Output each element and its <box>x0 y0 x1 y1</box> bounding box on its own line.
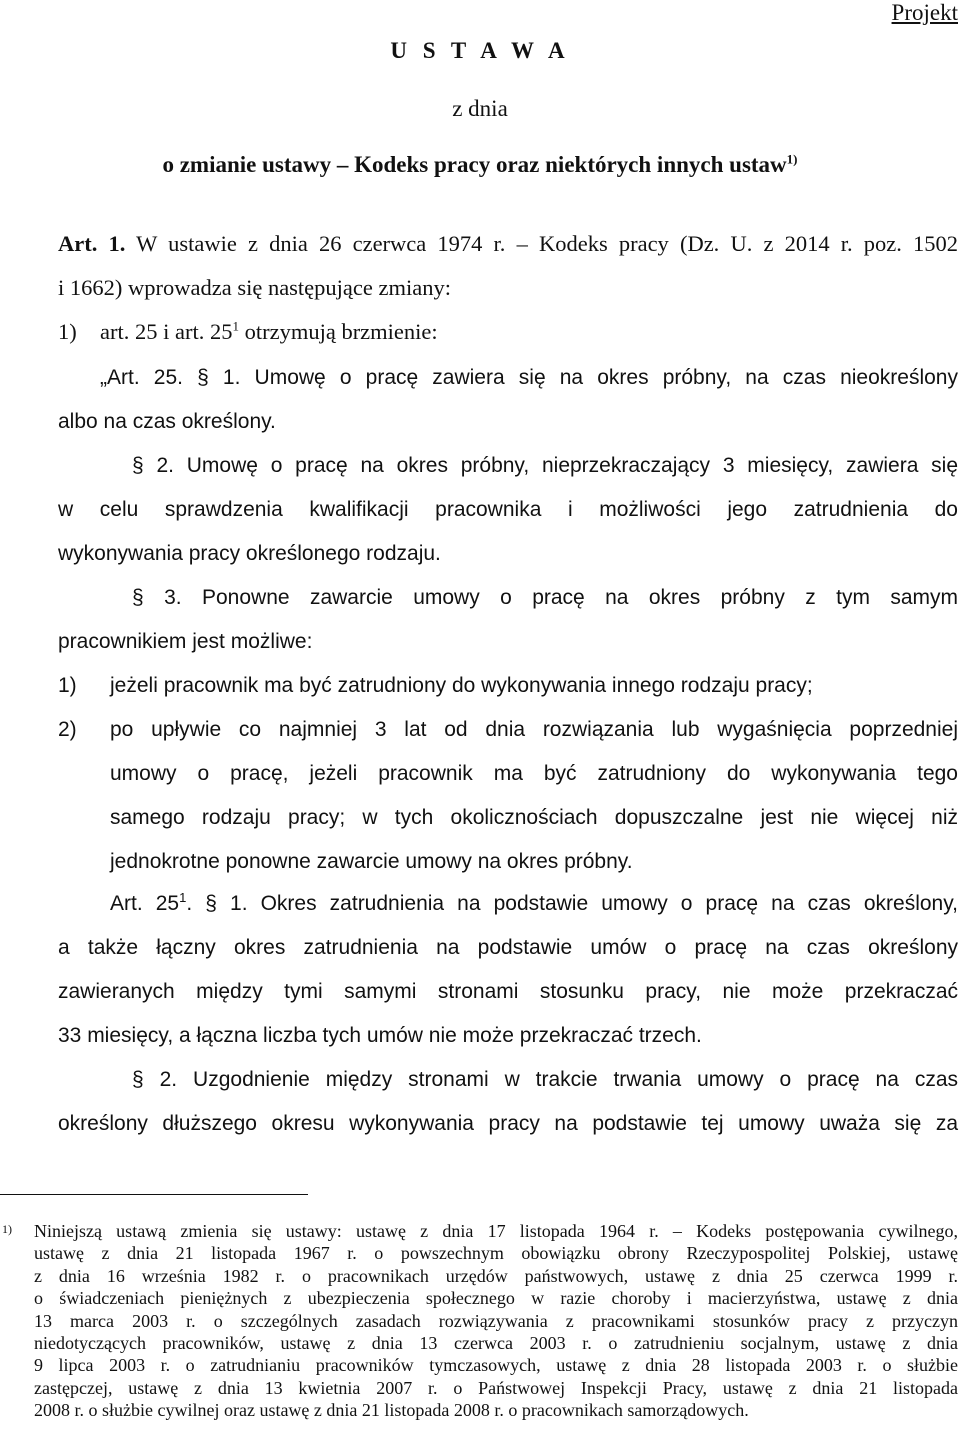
point-1-text-before: art. 25 i art. 25 <box>100 319 233 344</box>
subject-footnote-ref[interactable]: 1) <box>786 151 798 167</box>
projekt-label: Projekt <box>891 0 958 25</box>
footnote <box>0 1220 960 1422</box>
art-25-p3-lead: § 3. <box>132 586 182 609</box>
art-25-1-p2-lead: § 2. <box>132 1068 178 1091</box>
art-25-item-2-line: po upływie co najmniej 3 lat od dnia rozwiązania lub wygaśnięcia poprzedniej <box>110 718 958 741</box>
footnote-separator <box>0 1194 308 1195</box>
subject-text: o zmianie ustawy – Kodeks pracy oraz niektórych innych ustaw <box>162 152 787 177</box>
art-25-item-2-line: umowy o pracę, jeżeli pracownik ma być zatrudniony do wykonywania tego <box>110 762 958 785</box>
art-25-1-p1-lead: § 1. <box>205 892 248 915</box>
footnote-text <box>34 1220 958 1422</box>
art-25-p1-line-1 <box>58 356 958 400</box>
art-25-1-lead-after: . <box>186 892 193 915</box>
art-25-p2-lead: § 2. <box>132 454 174 477</box>
art-25-item-2-num: 2) <box>58 718 77 741</box>
footnote-line: z dnia 16 września 1982 r. o pracownikach urzędów państwowych, ustawę z dnia 25 czerwca 1999 r. <box>34 1265 958 1286</box>
art-25-block <box>58 356 958 884</box>
point-1-num: 1) <box>58 319 77 344</box>
footnote-marker: 1) <box>2 1222 12 1236</box>
footnote-line: Niniejszą ustawą zmienia się ustawy: ustawę z dnia 17 listopada 1964 r. – Kodeks postępowania cywilnego, <box>34 1221 958 1241</box>
point-1 <box>58 310 958 354</box>
document-subject <box>0 152 960 178</box>
art-25-1-p1-line: zawieranych między tymi samymi stronami stosunku pracy, nie może przekraczać <box>58 980 958 1003</box>
art-25-lead: „Art. 25. § 1. <box>100 366 241 389</box>
art-25-item-1-num: 1) <box>58 674 77 697</box>
art-25-item-2-line: jednokrotne ponowne zawarcie umowy na okres próbny. <box>110 850 633 873</box>
art-25-1-p1-rest: Okres zatrudnienia na podstawie umowy o pracę na czas określony, <box>247 892 958 915</box>
art-25-1-lead-before: Art. 25 <box>110 892 180 915</box>
art-25-p2-line-1 <box>58 444 958 488</box>
art-25-1-p2-line-1 <box>58 1058 958 1102</box>
art-25-p1-line-2: albo na czas określony. <box>58 410 276 433</box>
art-25-p2-line-2: w celu sprawdzenia kwalifikacji pracownika i możliwości jego zatrudnienia do <box>58 498 958 521</box>
art-25-p2-line-3: wykonywania pracy określonego rodzaju. <box>58 542 441 565</box>
art-25-item-2-line: samego rodzaju pracy; w tych okolicznościach dopuszczalne jest nie więcej niż <box>110 806 958 829</box>
art-25-item-1-line: jeżeli pracownik ma być zatrudniony do wykonywania innego rodzaju pracy; <box>110 674 813 697</box>
art-25-item-1 <box>58 664 958 708</box>
document-title: U S T A W A <box>390 38 570 63</box>
art-25-p3-line-1 <box>58 576 958 620</box>
footnote-line: niedotyczących pracowników, ustawę z dnia 13 czerwca 2003 r. o zatrudnieniu socjalnym, ustawę z dnia <box>34 1333 958 1354</box>
footnote-line: o świadczeniach pieniężnych z ubezpieczenia społecznego w razie choroby i macierzyństwa, ustawę z dnia <box>34 1288 958 1309</box>
date-line: z dnia <box>452 96 508 121</box>
art-25-p3-line-2: pracownikiem jest możliwe: <box>58 630 313 653</box>
art-25-p1-rest: Umowę o pracę zawiera się na okres próbny, na czas nieokreślony <box>240 366 958 389</box>
footnote-line: ustawę z dnia 21 listopada 1967 r. o powszechnym obowiązku obrony Rzeczypospolitej Polskiej, ustawę <box>34 1243 958 1264</box>
point-1-text-after: otrzymują brzmienie: <box>238 319 438 344</box>
art-25-1-p2-line-2: określony dłuższego okresu wykonywania pracy na podstawie tej umowy uważa się za <box>58 1112 958 1135</box>
article-1-line-1 <box>58 222 958 266</box>
art-25-1-p1-line: 33 miesięcy, a łączna liczba tych umów nie może przekraczać trzech. <box>58 1024 702 1047</box>
point-1-sup: 1 <box>232 318 239 334</box>
art-25-1-lead-sup: 1 <box>179 890 187 905</box>
footnote-line: 13 marca 2003 r. o szczególnych zasadach rozwiązywania z pracownikami stosunków pracy z przyczyn <box>34 1310 958 1331</box>
art-25-1-p2-rest: Uzgodnienie między stronami w trakcie trwania umowy o pracę na czas <box>177 1068 959 1091</box>
art-25-p3-rest: Ponowne zawarcie umowy o pracę na okres próbny z tym samym <box>181 586 959 609</box>
art-25-1-p1-line-1 <box>58 882 958 926</box>
article-1-text: W ustawie z dnia 26 czerwca 1974 r. – Kodeks pracy (Dz. U. z 2014 r. poz. 1502 <box>125 231 958 256</box>
art-25-p2-rest: Umowę o pracę na okres próbny, nieprzekraczający 3 miesięcy, zawiera się <box>173 454 958 477</box>
article-1-line-2: i 1662) wprowadza się następujące zmiany: <box>58 275 451 300</box>
art-25-1-p1-line: a także łączny okres zatrudnienia na podstawie umów o pracę na czas określony <box>58 936 958 959</box>
art-25-item-2 <box>58 708 958 884</box>
footnote-line: 9 lipca 2003 r. o zatrudnianiu pracowników tymczasowych, ustawę z dnia 28 listopada 2003 r. o służbie <box>34 1355 958 1376</box>
footnote-line: zastępczej, ustawę z dnia 13 kwietnia 2007 r. o Państwowej Inspekcji Pracy, ustawę z dnia 21 listopada <box>34 1377 958 1398</box>
article-1-label: Art. 1. <box>58 231 126 256</box>
footnote-line: 2008 r. o służbie cywilnej oraz ustawę z dnia 21 listopada 2008 r. o pracownikach samorządowych. <box>34 1400 749 1421</box>
article-1 <box>58 222 958 354</box>
art-25-1-block <box>58 882 958 1146</box>
